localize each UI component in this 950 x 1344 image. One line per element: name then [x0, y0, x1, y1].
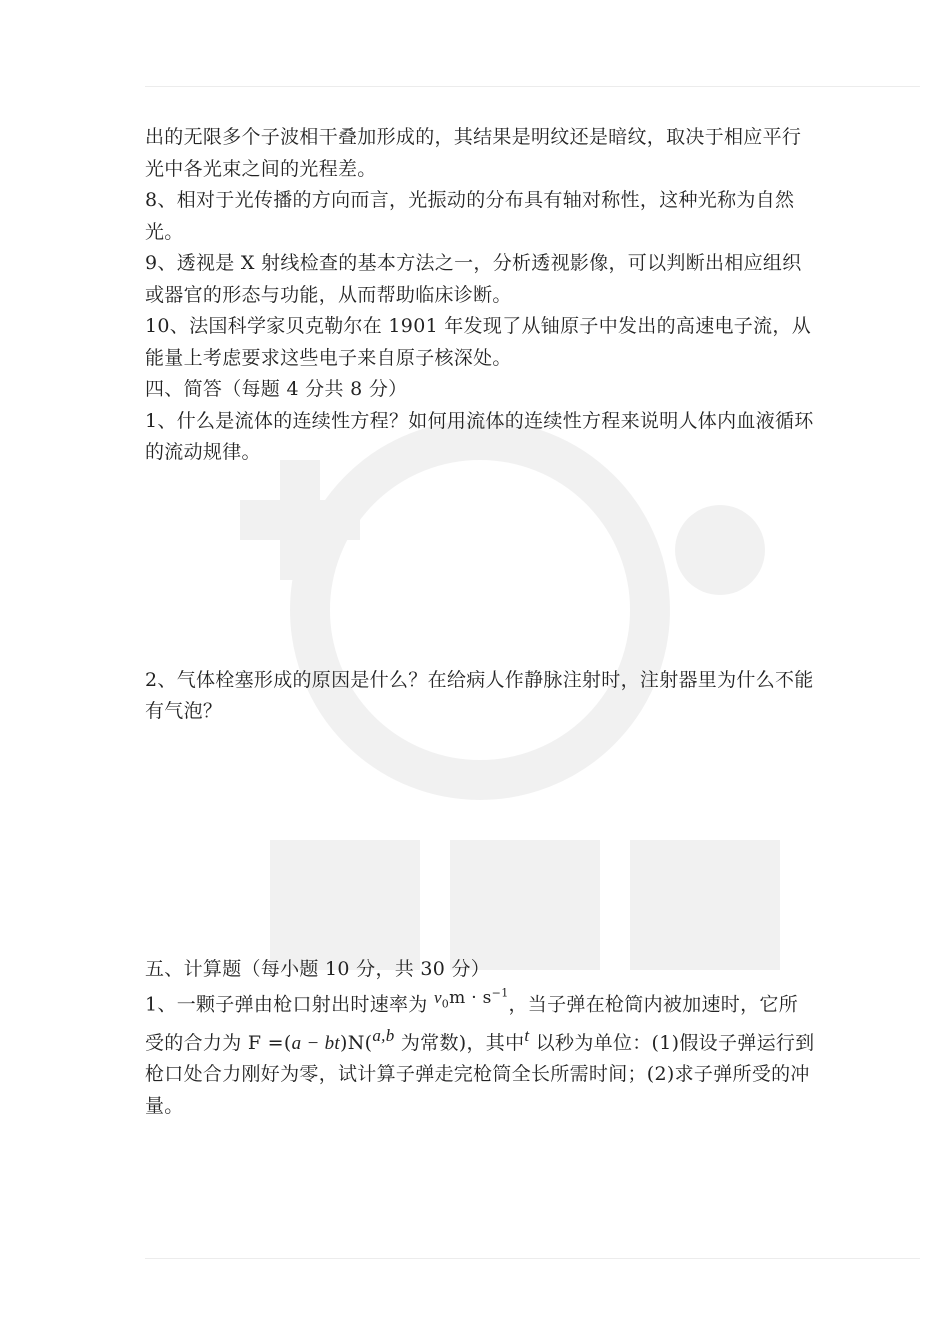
document-body: [145, 122, 815, 1122]
answer-space-4-1: [145, 469, 815, 665]
answer-space-4-2: [145, 728, 815, 954]
constants-symbols: a,b: [372, 1025, 395, 1045]
q5-1-text-d: 为常数)，其中: [394, 1031, 525, 1054]
q5-1-text-b: ，当子弹在枪筒内被加速时，它所受的合力为 F =(: [145, 993, 799, 1054]
header-rule: [145, 86, 920, 87]
statement-8: 8、相对于光传播的方向而言，光振动的分布具有轴对称性，这种光称为自然光。: [145, 189, 795, 243]
velocity-subscript: 0: [441, 997, 450, 1011]
question-5-1: [145, 985, 815, 1122]
section-5-heading: 五、计算题（每小题 10 分，共 30 分）: [145, 957, 491, 980]
velocity-expression: [433, 986, 509, 1011]
velocity-symbol: v: [433, 987, 442, 1007]
footer-rule: [145, 1258, 920, 1259]
question-4-1: 1、什么是流体的连续性方程？如何用流体的连续性方程来说明人体内血液循环的流动规律。: [145, 409, 814, 463]
time-symbol: t: [524, 1025, 530, 1045]
velocity-unit: m · s: [449, 987, 492, 1008]
q5-1-text-c: )N(: [340, 1031, 373, 1054]
velocity-exponent: −1: [491, 986, 509, 999]
statement-9: 9、透视是 X 射线检查的基本方法之一，分析透视影像，可以判断出相应组织或器官的形态与功能，从而帮助临床诊断。: [145, 252, 802, 306]
q5-1-text-e: 以秒为单位：(1)假设子弹运行到枪口处合力刚好为零，试计算子弹走完枪筒全长所需时间；(2)求子弹所受的冲量。: [145, 1031, 815, 1117]
q5-1-text-a: 1、一颗子弹由枪口射出时速率为: [145, 993, 434, 1016]
force-expression: a − bt: [291, 1032, 341, 1054]
question-4-2: 2、气体栓塞形成的原因是什么？在给病人作静脉注射时，注射器里为什么不能有气泡？: [145, 668, 814, 722]
section-4-heading: 四、简答（每题 4 分共 8 分）: [145, 378, 408, 400]
statement-10: 10、法国科学家贝克勒尔在 1901 年发现了从铀原子中发出的高速电子流，从能量上考虑要求这些电子来自原子核深处。: [145, 315, 812, 369]
paragraph-continuation: 出的无限多个子波相干叠加形成的，其结果是明纹还是暗纹，取决于相应平行光中各光束之间的光程差。: [145, 126, 802, 180]
